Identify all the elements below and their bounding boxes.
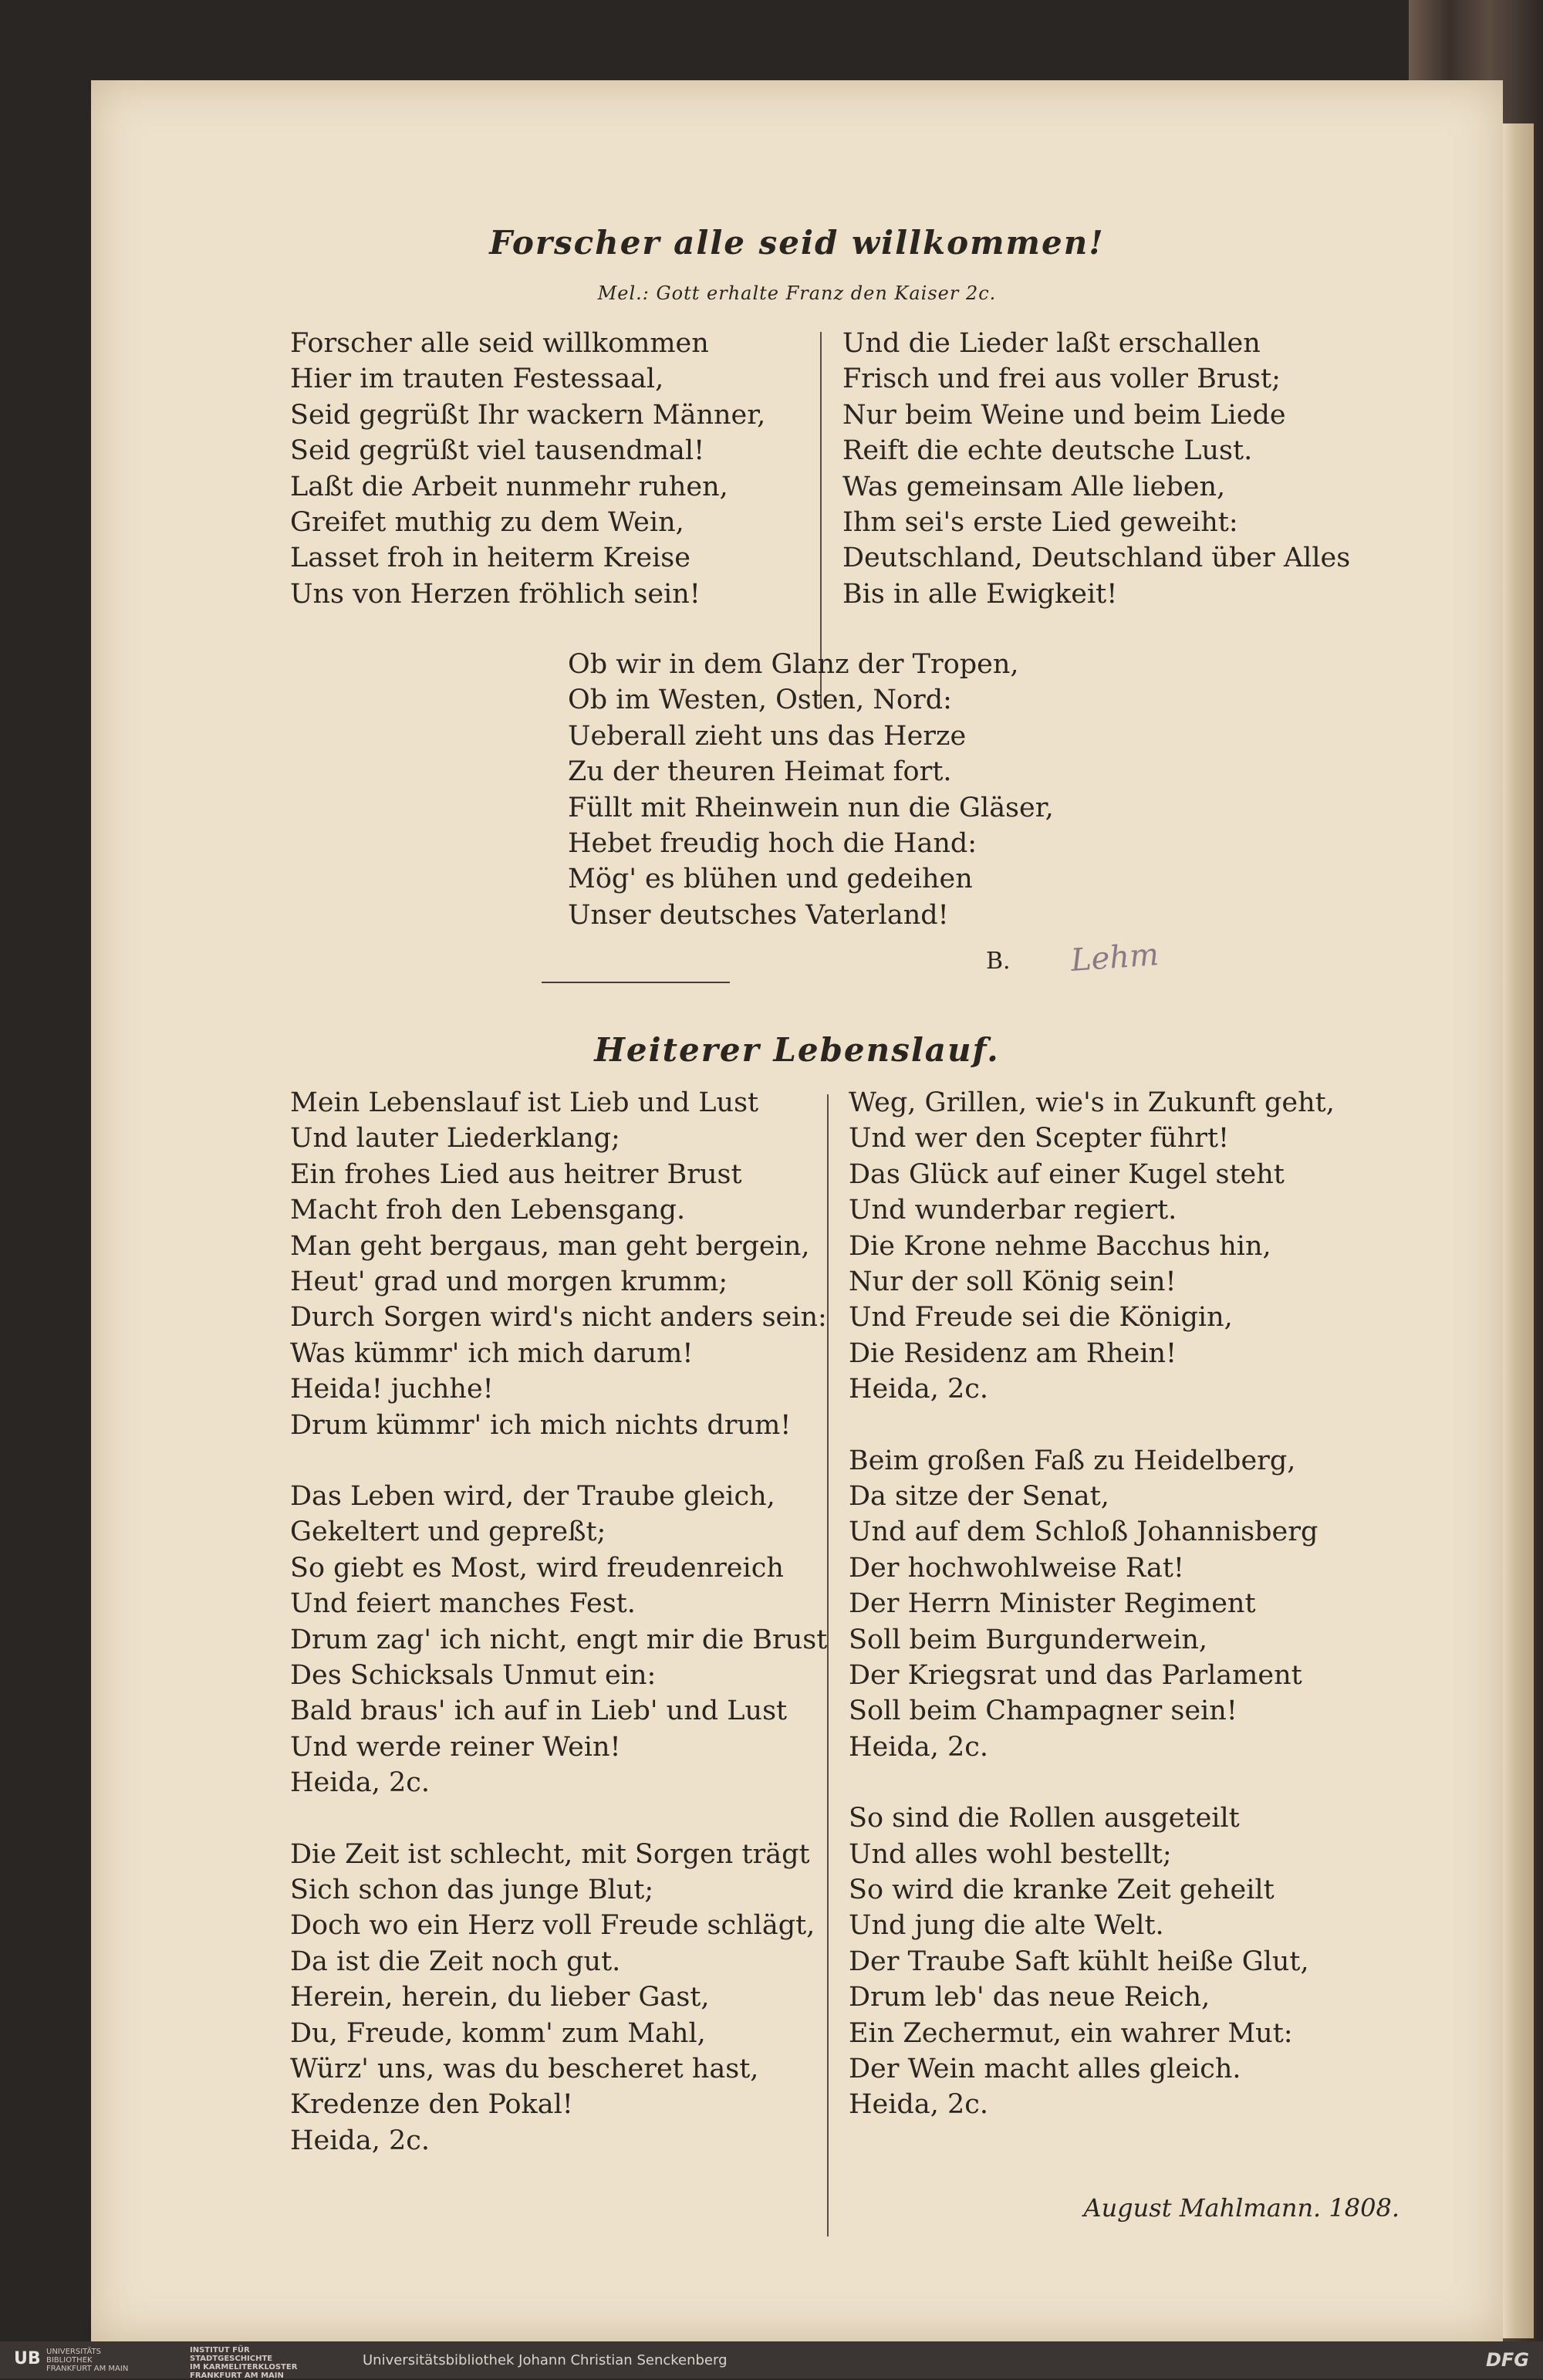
- verse-line: Heida! juchhe!: [290, 1374, 494, 1405]
- ub-text: UNIVERSITÄTS BIBLIOTHEK FRANKFURT AM MAIN: [46, 2348, 129, 2373]
- verse-line: Der hochwohlweise Rat!: [849, 1552, 1184, 1584]
- column-divider-2: [827, 1094, 829, 2236]
- verse-line: So giebt es Most, wird freudenreich: [290, 1552, 784, 1584]
- verse-line: Heida, 2c.: [849, 1374, 988, 1405]
- verse-line: Und wer den Scepter führt!: [849, 1123, 1230, 1155]
- verse-line: Bald braus' ich auf in Lieb' und Lust: [290, 1695, 788, 1727]
- verse-line: Was kümmr' ich mich darum!: [290, 1337, 694, 1369]
- verse-line: Der Traube Saft kühlt heiße Glut,: [849, 1946, 1309, 1977]
- verse-line: Ueberall zieht uns das Herze: [568, 720, 967, 752]
- document-page: [91, 80, 1503, 2341]
- verse-line: Hebet freudig hoch die Hand:: [568, 828, 977, 859]
- verse-line: Und lauter Liederklang;: [290, 1123, 620, 1155]
- verse-line: Beim großen Faß zu Heidelberg,: [849, 1445, 1296, 1476]
- verse-line: Greifet muthig zu dem Wein,: [290, 507, 684, 538]
- verse-line: Heida, 2c.: [849, 1731, 988, 1763]
- verse-line: Unser deutsches Vaterland!: [568, 899, 949, 931]
- verse-line: Die Residenz am Rhein!: [849, 1337, 1177, 1369]
- verse-line: Man geht bergaus, man geht bergein,: [290, 1230, 810, 1262]
- verse-line: Würz' uns, was du bescheret hast,: [290, 2054, 759, 2084]
- verse-line: Uns von Herzen fröhlich sein!: [290, 578, 701, 610]
- verse-line: Drum kümmr' ich mich nichts drum!: [290, 1409, 792, 1441]
- verse-line: Und Freude sei die Königin,: [849, 1302, 1233, 1334]
- library-name: Universitätsbibliothek Johann Christian Senckenberg: [363, 2352, 728, 2368]
- verse-line: Kredenze den Pokal!: [290, 2089, 573, 2121]
- verse-line: Das Glück auf einer Kugel steht: [849, 1158, 1285, 1190]
- verse-line: Gekeltert und gepreßt;: [290, 1516, 606, 1548]
- dfg-logo: DFG: [1485, 2349, 1529, 2371]
- verse-line: Nur beim Weine und beim Liede: [842, 399, 1286, 431]
- verse-line: Und feiert manches Fest.: [290, 1588, 636, 1620]
- verse-line: Soll beim Champagner sein!: [849, 1695, 1237, 1727]
- ub-logo: UB: [14, 2349, 41, 2368]
- verse-line: Doch wo ein Herz voll Freude schlägt,: [290, 1910, 815, 1942]
- handwritten-signature: Lehm: [1069, 937, 1160, 979]
- verse-line: Weg, Grillen, wie's in Zukunft geht,: [849, 1087, 1335, 1118]
- verse-line: Drum leb' das neue Reich,: [849, 1982, 1210, 2013]
- institute-text: INSTITUT FÜR STADTGESCHICHTE IM KARMELITERKLOSTER FRANKFURT AM MAIN: [190, 2346, 298, 2380]
- verse-line: Was gemeinsam Alle lieben,: [842, 471, 1226, 502]
- verse-line: Hier im trauten Festessaal,: [290, 363, 664, 395]
- verse-line: Soll beim Burgunderwein,: [849, 1624, 1208, 1655]
- verse-line: Mein Lebenslauf ist Lieb und Lust: [290, 1087, 759, 1118]
- verse-line: Ein Zechermut, ein wahrer Mut:: [849, 2017, 1293, 2049]
- verse-line: Ein frohes Lied aus heitrer Brust: [290, 1158, 742, 1190]
- verse-line: So wird die kranke Zeit geheilt: [849, 1875, 1275, 1905]
- verse-line: Mög' es blühen und gedeihen: [568, 864, 973, 895]
- song1-melody: Mel.: Gott erhalte Franz den Kaiser 2c.: [597, 282, 997, 304]
- verse-line: Und wunderbar regiert.: [849, 1195, 1177, 1226]
- song1-title: Forscher alle seid willkommen!: [489, 224, 1105, 262]
- song1-author: B.: [986, 948, 1011, 975]
- verse-line: Und die Lieder laßt erschallen: [842, 328, 1261, 359]
- verse-line: Nur der soll König sein!: [849, 1266, 1177, 1297]
- verse-line: Reift die echte deutsche Lust.: [842, 435, 1253, 467]
- verse-line: Und auf dem Schloß Johannisberg: [849, 1516, 1318, 1548]
- verse-line: Der Herrn Minister Regiment: [849, 1588, 1256, 1620]
- song2-title: Heiterer Lebenslauf.: [594, 1031, 1000, 1069]
- verse-line: Das Leben wird, der Traube gleich,: [290, 1481, 775, 1512]
- verse-line: Frisch und frei aus voller Brust;: [842, 363, 1281, 395]
- page-edge: [1503, 123, 1534, 2338]
- song2-author: August Mahlmann. 1808.: [1083, 2193, 1400, 2223]
- verse-line: Drum zag' ich nicht, engt mir die Brust: [290, 1624, 828, 1655]
- section-divider: [542, 982, 730, 983]
- verse-line: Ihm sei's erste Lied geweiht:: [842, 507, 1238, 538]
- verse-line: Und alles wohl bestellt;: [849, 1838, 1172, 1870]
- verse-line: Da sitze der Senat,: [849, 1481, 1109, 1512]
- verse-line: Füllt mit Rheinwein nun die Gläser,: [568, 792, 1054, 823]
- verse-line: Bis in alle Ewigkeit!: [842, 578, 1118, 610]
- verse-line: Die Zeit ist schlecht, mit Sorgen trägt: [290, 1838, 810, 1870]
- verse-line: Seid gegrüßt Ihr wackern Männer,: [290, 399, 766, 431]
- footer-bar: [0, 2341, 1543, 2378]
- verse-line: Heida, 2c.: [849, 2089, 988, 2121]
- verse-line: Zu der theuren Heimat fort.: [568, 756, 952, 788]
- verse-line: Deutschland, Deutschland über Alles: [842, 543, 1351, 574]
- verse-line: Lasset froh in heiterm Kreise: [290, 543, 690, 574]
- verse-line: Forscher alle seid willkommen: [290, 328, 709, 359]
- verse-line: Der Wein macht alles gleich.: [849, 2054, 1241, 2084]
- verse-line: Da ist die Zeit noch gut.: [290, 1946, 621, 1977]
- verse-line: Heut' grad und morgen krumm;: [290, 1266, 728, 1297]
- verse-line: Der Kriegsrat und das Parlament: [849, 1660, 1302, 1691]
- verse-line: Ob im Westen, Osten, Nord:: [568, 685, 952, 716]
- verse-line: Heida, 2c.: [290, 1767, 430, 1799]
- verse-line: Macht froh den Lebensgang.: [290, 1195, 686, 1226]
- verse-line: Des Schicksals Unmut ein:: [290, 1660, 657, 1691]
- verse-line: Und jung die alte Welt.: [849, 1910, 1164, 1942]
- verse-line: Heida, 2c.: [290, 2125, 430, 2156]
- verse-line: Ob wir in dem Glanz der Tropen,: [568, 649, 1019, 680]
- verse-line: Durch Sorgen wird's nicht anders sein:: [290, 1302, 827, 1334]
- verse-line: Die Krone nehme Bacchus hin,: [849, 1230, 1271, 1262]
- verse-line: So sind die Rollen ausgeteilt: [849, 1803, 1240, 1834]
- verse-line: Sich schon das junge Blut;: [290, 1875, 654, 1905]
- verse-line: Laßt die Arbeit nunmehr ruhen,: [290, 471, 728, 502]
- verse-line: Und werde reiner Wein!: [290, 1731, 621, 1763]
- verse-line: Du, Freude, komm' zum Mahl,: [290, 2017, 706, 2049]
- verse-line: Seid gegrüßt viel tausendmal!: [290, 435, 705, 467]
- verse-line: Herein, herein, du lieber Gast,: [290, 1982, 710, 2013]
